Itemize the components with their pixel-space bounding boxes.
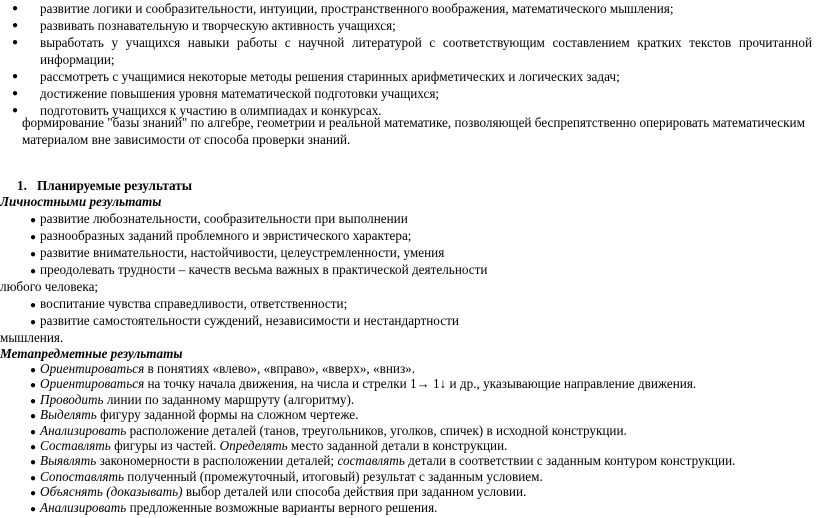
list-item: ● Анализировать предложенные возможные варианты верного решения. (30, 499, 438, 515)
bullet-icon: ● (12, 71, 19, 82)
list-item: ● развитие логики и сообразительности, интуиции, пространственного воображения, математического мышления; (12, 1, 674, 16)
list-item: ● Ориентироваться на точку начала движения, на числа и стрелки 1→ 1↓ и др., указывающие направление движения. (30, 376, 697, 392)
bullet-icon: ● (30, 472, 37, 484)
bullet-icon: ● (30, 365, 37, 376)
bullet-icon: ● (30, 457, 37, 469)
goals-paragraph: формирование "базы знаний" по алгебре, геометрии и реальной математике, позволяющей беспрепятственно оперировать математическим материалом вне зависимости от способа проверки знаний. (22, 115, 805, 147)
list-item: ● Объяснять (доказывать) выбор деталей или способа действия при заданном условии. (30, 484, 527, 500)
bullet-icon: ● (30, 411, 37, 423)
list-item: ● рассмотреть с учащимися некоторые методы решения старинных арифметических и логических задач; (12, 69, 620, 84)
list-item: ● подготовить учащихся к участию в олимпиадах и конкурсах. (12, 103, 382, 118)
goals-list (0, 0, 816, 119)
list-item: ● преодолевать трудности – качеств весьма важных в практической деятельности (30, 262, 488, 277)
bullet-icon: ● (30, 249, 37, 260)
bullet-icon: ● (30, 503, 37, 515)
list-item: ● достижение повышения уровня математической подготовки учащихся; (12, 86, 440, 101)
list-item-continuation: любого человека; (0, 279, 99, 294)
bullet-icon: ● (30, 215, 37, 226)
bullet-icon: ● (12, 20, 19, 31)
bullet-icon: ● (30, 395, 37, 407)
bullet-icon: ● (30, 317, 37, 328)
section-title: Планируемые результаты (37, 178, 193, 193)
bullet-icon: ● (12, 105, 19, 116)
list-item: ● Проводить линии по заданному маршруту (алгоритму). (30, 391, 355, 407)
bullet-icon: ● (12, 3, 19, 14)
bullet-icon: ● (30, 380, 37, 392)
list-item-continuation: мышления. (0, 330, 64, 345)
list-item: ● развивать познавательную и творческую активность учащихся; (12, 18, 396, 33)
list-item: ● развитие внимательности, настойчивости, целеустремленности, умения (30, 245, 445, 260)
list-item: ● Анализировать расположение деталей (танов, треугольников, уголков, спичек) в исходной конструкции. (30, 422, 627, 438)
bullet-icon: ● (12, 37, 19, 48)
list-item: ● Сопоставлять полученный (промежуточный, итоговый) результат с заданным условием. (30, 468, 543, 484)
bullet-icon: ● (30, 266, 37, 277)
list-item: ● Выделять фигуру заданной формы на сложном чертеже. (30, 407, 359, 423)
bullet-icon: ● (30, 232, 37, 243)
list-item: ● Ориентироваться в понятиях «влево», «вправо», «вверх», «вниз». (30, 361, 416, 376)
section-number: 1. (17, 178, 27, 193)
list-item: ● Составлять фигуры из частей. Определять место заданной детали в конструкции. (30, 438, 508, 453)
list-item: ● воспитание чувства справедливости, ответственности; (30, 296, 348, 311)
meta-results-heading: Метапредметные результаты (0, 346, 183, 361)
list-item: ● разнообразных заданий проблемного и эвристического характера; (30, 228, 412, 243)
list-item: ● развитие самостоятельности суждений, независимости и нестандартности (30, 313, 459, 328)
list-item: ● выработать у учащихся навыки работы с научной литературой с соответствующим составлением кратких текстов прочитанной информации; (12, 35, 812, 67)
list-item: ● развитие любознательности, сообразительности при выполнении (30, 211, 408, 226)
list-item: ● Выявлять закономерности в расположении деталей; составлять детали в соответствии с заданным контуром конструкции. (30, 453, 736, 469)
bullet-icon: ● (12, 88, 19, 99)
bullet-icon: ● (30, 426, 37, 438)
personal-results-heading: Личностными результаты (0, 194, 162, 209)
bullet-icon: ● (30, 488, 37, 500)
section-heading (17, 177, 192, 194)
bullet-icon: ● (30, 442, 37, 453)
bullet-icon: ● (30, 300, 37, 311)
